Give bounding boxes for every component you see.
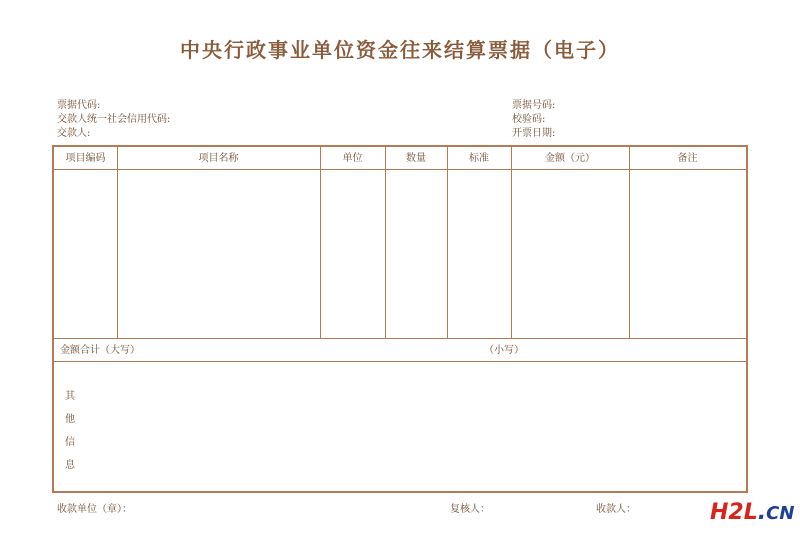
issue-date-label: 开票日期: (512, 128, 556, 139)
payer-credit-code-label: 交款人统一社会信用代码: (57, 114, 171, 125)
other-info-char: 息 (65, 460, 75, 471)
payee-unit-seal-label: 收款单位（章）： (57, 504, 132, 515)
col-divider-4 (447, 147, 448, 339)
other-info-char: 信 (65, 437, 75, 448)
other-info-char: 其 (65, 391, 75, 402)
watermark-logo (710, 500, 794, 525)
document-title: 中央行政事业单位资金往来结算票据（电子） (180, 38, 620, 62)
col-divider-1 (117, 147, 118, 339)
payer-label: 交款人: (57, 128, 91, 139)
watermark-dot: . (757, 500, 767, 525)
col-divider-3 (385, 147, 386, 339)
bill-number-label: 票据号码: (512, 100, 556, 111)
meta-left (57, 99, 170, 141)
watermark-tld: CN (766, 503, 795, 524)
total-amount-lowercase-label: （小写） (484, 345, 524, 356)
total-amount-uppercase-label: 金额合计（大写） (60, 345, 140, 356)
watermark-brand: H2L (710, 500, 758, 525)
header-quantity: 数量 (406, 153, 426, 164)
meta-right (512, 99, 555, 141)
header-item-code: 项目编码 (65, 153, 106, 164)
col-divider-5 (511, 147, 512, 339)
other-info-char: 他 (65, 414, 75, 425)
payee-label: 收款人： (596, 504, 636, 515)
bill-table (52, 145, 748, 493)
header-unit: 单位 (342, 153, 363, 164)
check-code-label: 校验码: (512, 114, 546, 125)
col-divider-6 (629, 147, 630, 339)
reviewer-label: 复核人： (450, 504, 490, 515)
other-info-label (63, 385, 77, 477)
bill-code-label: 票据代码: (57, 100, 101, 111)
header-remarks: 备注 (677, 153, 698, 164)
total-bottom-divider (54, 361, 746, 362)
col-divider-2 (320, 147, 321, 339)
header-standard: 标准 (469, 153, 489, 164)
items-bottom-divider (54, 338, 746, 339)
header-item-name: 项目名称 (198, 153, 239, 164)
header-amount: 金额（元） (545, 153, 595, 164)
